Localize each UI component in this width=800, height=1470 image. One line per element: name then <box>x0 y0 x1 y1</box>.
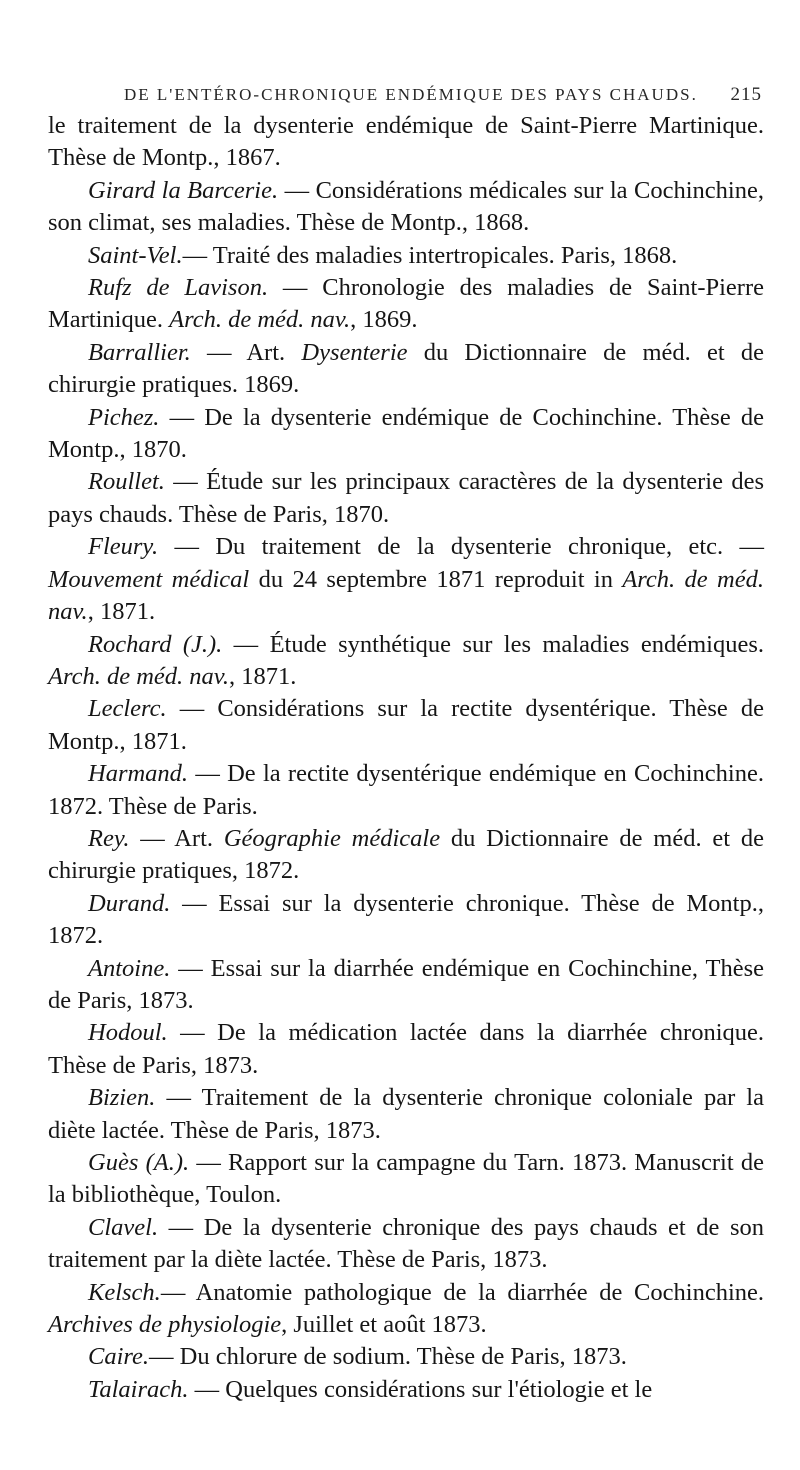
entry-author: Harmand. <box>88 760 189 788</box>
entry-text: — De la rectite dysentérique endémique en Cochinchine. 1872. Thèse de Paris. <box>48 760 764 820</box>
bibliography-entry <box>48 1017 764 1082</box>
bibliography-entry <box>48 693 764 758</box>
bibliography-entry <box>48 758 764 823</box>
entry-text: du 24 septembre 1871 reproduit in <box>249 565 623 593</box>
bibliography-entries <box>48 175 764 1406</box>
entry-text: — Anatomie pathologique de la diarrhée de Cochinchine. <box>160 1278 764 1306</box>
entry-text: , Juillet et août 1873. <box>281 1311 487 1339</box>
bibliography-entry <box>48 337 764 402</box>
entry-text: , 1871. <box>87 598 156 626</box>
entry-text: — Art. <box>129 824 224 852</box>
entry-author: Talairach. <box>88 1375 189 1403</box>
entry-author: Pichez. <box>88 403 160 431</box>
entry-text: — Art. <box>190 338 302 366</box>
entry-text: du Dictionnaire de méd. et de chirurgie pratiques, 1872. <box>48 824 765 885</box>
continuation-paragraph: le traitement de la dysenterie endémique de Saint-Pierre Martinique. Thèse de Montp., 1867. <box>48 112 764 172</box>
entry-text: — Traitement de la dysenterie chronique coloniale par la diète lactée. Thèse de Paris, 1873. <box>48 1084 764 1144</box>
entry-text: — Rapport sur la campagne du Tarn. 1873. Manuscrit de la bibliothèque, Toulon. <box>48 1149 764 1209</box>
entry-author: Kelsch. <box>88 1278 161 1306</box>
entry-author: Rey. <box>88 824 130 852</box>
bibliography-entry <box>48 1341 764 1373</box>
entry-text: — Du chlorure de sodium. Thèse de Paris, 1873. <box>149 1343 627 1371</box>
entry-title-italic: Arch. de méd. nav. <box>48 565 764 626</box>
entry-text: , 1871. <box>228 662 297 690</box>
bibliography-entry <box>48 402 764 467</box>
entry-author: Hodoul. <box>88 1019 168 1047</box>
entry-title-italic: Arch. de méd. nav. <box>48 662 229 690</box>
entry-author: Antoine. <box>88 954 171 982</box>
entry-text: — Étude sur les principaux caractères de la dysenterie des pays chauds. Thèse de Paris, 1870. <box>48 468 764 528</box>
bibliography-entry <box>48 1374 764 1406</box>
running-title: DE L'ENTÉRO-CHRONIQUE ENDÉMIQUE DES PAYS CHAUDS. <box>124 85 698 104</box>
entry-text: — Du traitement de la dysenterie chronique, etc. — <box>158 533 764 561</box>
entry-text: — Étude synthétique sur les maladies endémiques. <box>222 630 764 658</box>
entry-title-italic: Dysenterie <box>301 338 408 366</box>
entry-author: Guès (A.). <box>88 1149 190 1176</box>
entry-author: Roullet. <box>88 468 165 496</box>
entry-author: Fleury. <box>88 533 159 561</box>
page-number: 215 <box>730 84 762 105</box>
bibliography-entry <box>48 1147 764 1212</box>
entry-author: Rufz de Lavison. <box>88 274 269 302</box>
bibliography-entry <box>48 1277 764 1342</box>
entry-text: — Considérations médicales sur la Cochinchine, son climat, ses maladies. Thèse de Montp., 1868. <box>48 176 764 237</box>
entry-text: — Essai sur la diarrhée endémique en Cochinchine, Thèse de Paris, 1873. <box>48 954 764 1014</box>
bibliography-entry <box>48 531 764 628</box>
entry-author: Bizien. <box>88 1084 156 1112</box>
entry-text: — De la dysenterie chronique des pays chauds et de son traitement par la diète lactée. Thèse de Paris, 1873. <box>48 1213 764 1274</box>
entry-title-italic: Géographie médicale <box>223 824 441 852</box>
entry-text: , 1869. <box>350 306 418 334</box>
bibliography-entry <box>48 953 764 1018</box>
entry-author: Clavel. <box>88 1213 159 1241</box>
entry-text: — Chronologie des maladies de Saint-Pierre Martinique. <box>48 274 764 334</box>
running-head <box>124 84 762 106</box>
entry-author: Girard la Barcerie. <box>88 176 279 204</box>
entry-title-italic: Arch. de méd. nav. <box>169 306 351 334</box>
bibliography-entry <box>48 466 764 531</box>
entry-text: — Quelques considérations sur l'étiologie et le <box>188 1375 653 1403</box>
entry-author: Leclerc. <box>88 695 167 723</box>
bibliography-entry <box>48 1212 764 1277</box>
entry-author: Caire. <box>88 1343 150 1371</box>
entry-author: Saint-Vel. <box>88 241 183 269</box>
bibliography-entry <box>48 240 764 272</box>
entry-text: — De la dysenterie endémique de Cochinchine. Thèse de Montp., 1870. <box>48 403 764 464</box>
bibliography-entry <box>48 272 764 337</box>
bibliography-entry <box>48 888 764 953</box>
bibliography-entry <box>48 629 764 694</box>
bibliography-entry <box>48 1082 764 1147</box>
entry-title-italic: Mouvement médical <box>48 565 250 593</box>
entry-author: Rochard (J.). <box>88 630 223 658</box>
bibliography-entry <box>48 823 764 888</box>
entry-text: — De la médication lactée dans la diarrhée chronique. Thèse de Paris, 1873. <box>48 1019 764 1079</box>
bibliography-text <box>48 110 764 1406</box>
entry-author: Durand. <box>88 889 171 917</box>
bibliography-entry <box>48 175 764 240</box>
entry-text: — Essai sur la dysenterie chronique. Thèse de Montp., 1872. <box>48 889 764 950</box>
entry-author: Barrallier. <box>88 338 191 366</box>
entry-text: — Traité des maladies intertropicales. Paris, 1868. <box>182 241 678 269</box>
entry-text: — Considérations sur la rectite dysentérique. Thèse de Montp., 1871. <box>48 695 764 755</box>
entry-title-italic: Archives de physiologie <box>48 1311 282 1339</box>
entry-text: du Dictionnaire de méd. et de chirurgie pratiques. 1869. <box>48 338 764 399</box>
